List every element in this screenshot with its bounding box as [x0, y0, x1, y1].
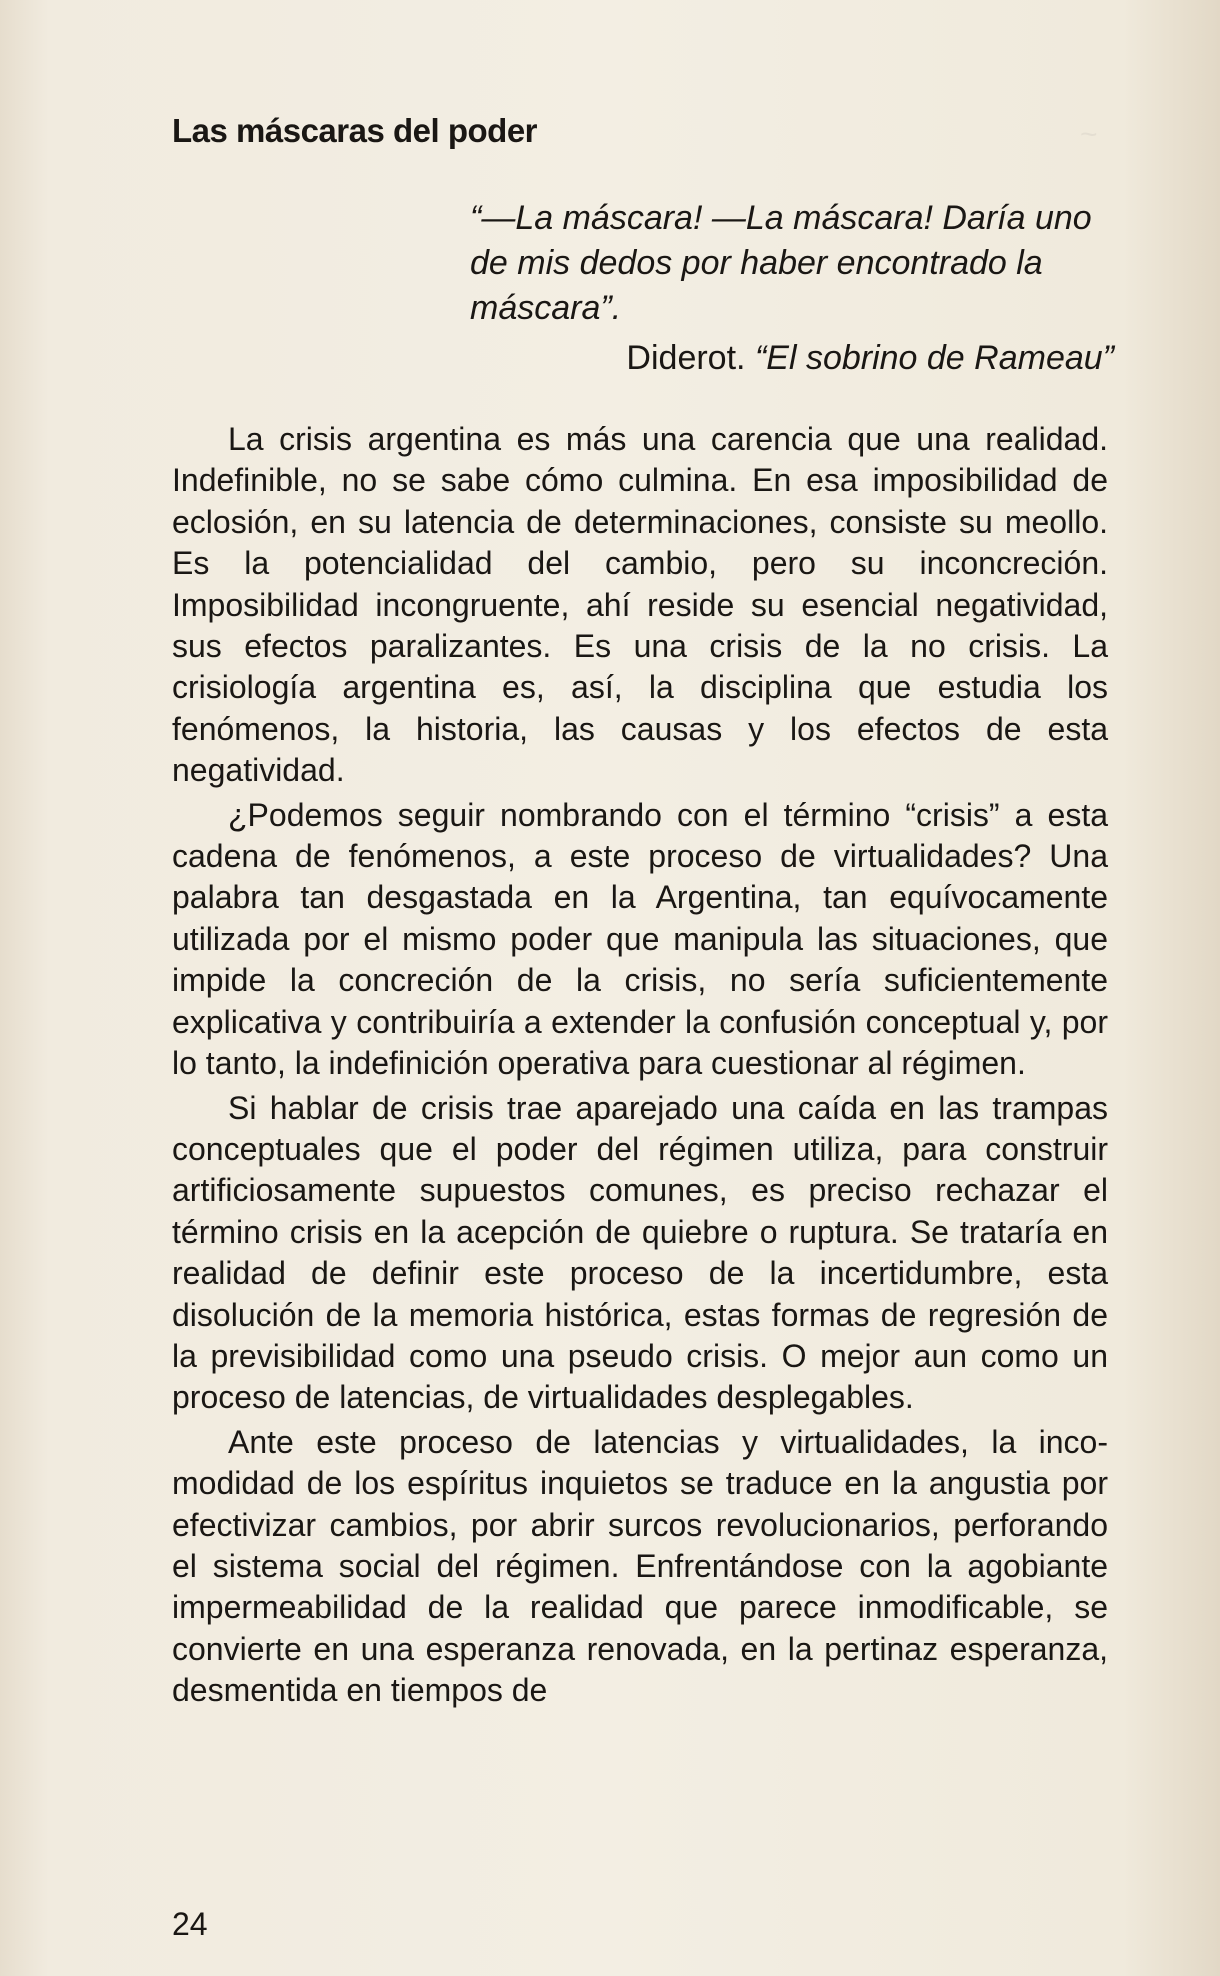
paragraph: ¿Podemos seguir nombrando con el término “crisis” a esta cadena de fenómenos, a este proceso de virtualidades? Una palabra tan desgastada en la Argentina, tan equívocamente utilizada por el mismo poder que manipula las situaciones, que impide la concreción de la crisis, no sería suficientemente explicativa y contribuiría a extender la confusión conceptual y, por lo tanto, la indefinición operativa para cuestionar al régimen. [172, 796, 1108, 1082]
epigraph-attribution [574, 336, 1114, 381]
show-through-text: ~ [1080, 118, 1098, 151]
running-head: Las máscaras del poder [172, 112, 538, 149]
epigraph-work: “El sobrino de Rameau” [754, 339, 1114, 377]
page-number: 24 [172, 1906, 208, 1942]
epigraph-quote: “—La máscara! —La máscara! Daría uno de mis dedos por haber encontrado la máscara”. [470, 199, 1092, 327]
paragraph: Si hablar de crisis trae aparejado una caída en las trampas conceptuales que el poder del régimen utiliza, para construir artificiosamente supuestos comunes, es preciso rechazar el término crisis en la acepción de quiebre o ruptura. Se trataría en realidad de definir este proceso de la incertidumbre, esta disolución de la memoria histórica, estas formas de regresión de la previsibilidad como una pseudo crisis. O mejor aun como un proceso de latencias, de virtualidades desplegables. [172, 1089, 1108, 1416]
paragraph: La crisis argentina es más una carencia que una realidad. Indefinible, no se sabe cómo culmina. En esa imposibilidad de eclosión, en su latencia de determinaciones, consiste su meollo. Es la potencialidad del cambio, pero su inconcreción. Imposibilidad incongruente, ahí reside su esencial negatividad, sus efectos paralizantes. Es una crisis de la no crisis. La crisiología argentina es, así, la disciplina que estudia los fenómenos, la historia, las causas y los efectos de esta negatividad. [172, 421, 1108, 789]
body-text [172, 419, 1108, 1715]
epigraph-author: Diderot. [626, 339, 746, 377]
paragraph: Ante este proceso de latencias y virtualidades, la incomodidad de los espíritus inquietos se traduce en la angustia por efectivizar cambios, por abrir surcos revolucionarios, perforando el sistema social del régimen. Enfrentándose con la agobiante impermeabilidad de la realidad que parece inmodificable, se convierte en una esperanza renovada, en la pertinaz esperanza, desmentida en tiempos de [172, 1423, 1108, 1709]
